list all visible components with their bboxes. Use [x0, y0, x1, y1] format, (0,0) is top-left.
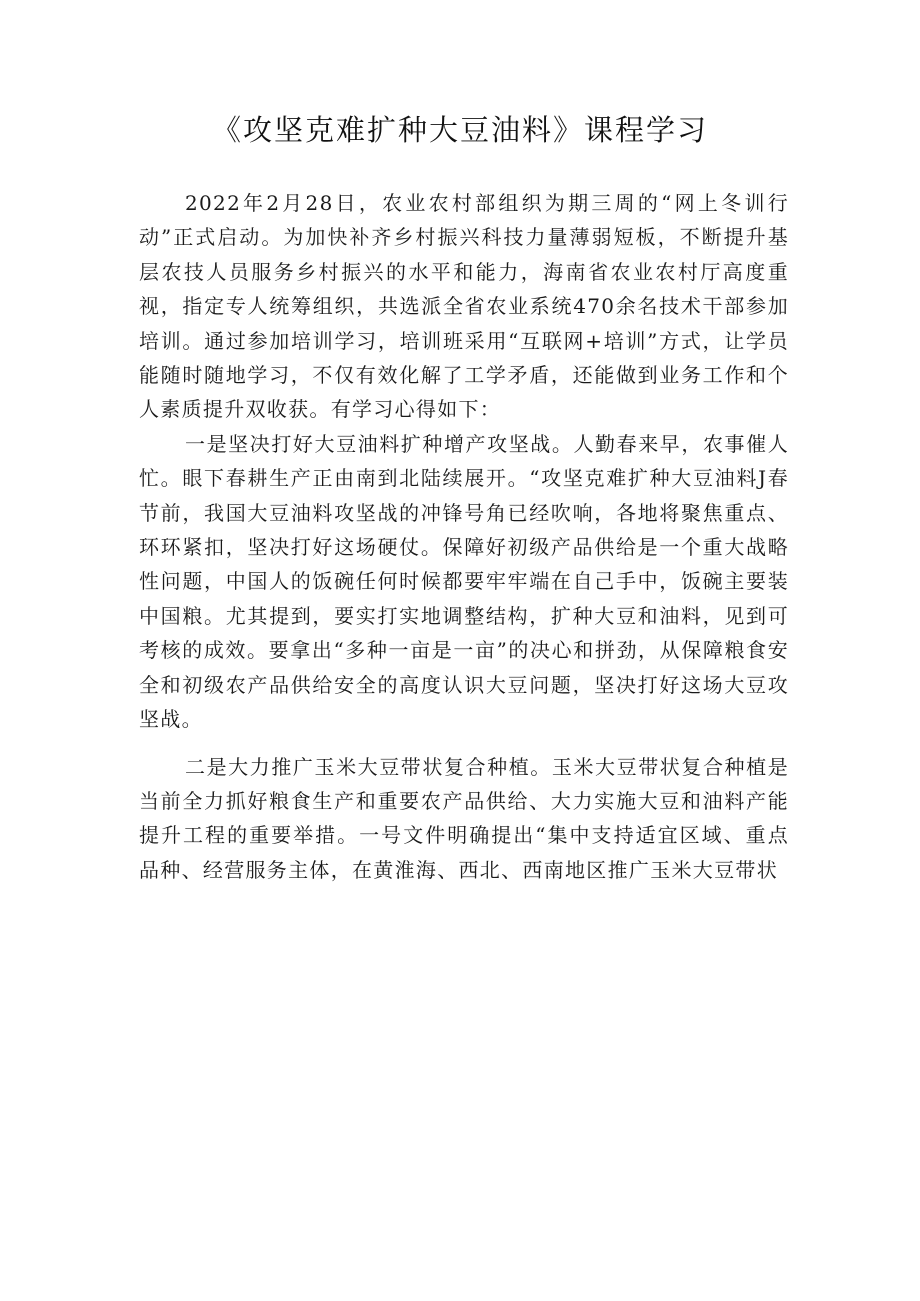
document-body [139, 186, 789, 887]
document-title: 《攻坚克难扩种大豆油料》课程学习 [211, 113, 708, 147]
paragraph-intro: 2022年2月28日，农业农村部组织为期三周的“网上冬训行动”正式启动。为加快补齐乡村振兴科技力量薄弱短板，不断提升基层农技人员服务乡村振兴的水平和能力，海南省农业农村厅高度重视，指定专人统筹组织，共选派全省农业系统470余名技术干部参加培训。通过参加培训学习，培训班采用“互联网+培训”方式，让学员能随时随地学习，不仅有效化解了工学矛盾，还能做到业务工作和个人素质提升双收获。有学习心得如下： [139, 191, 789, 422]
paragraph-point-one: 一是坚决打好大豆油料扩种增产攻坚战。人勤春来早，农事催人忙。眼下春耕生产正由南到北陆续展开。“攻坚克难扩种大豆油料J春节前，我国大豆油料攻坚战的冲锋号角已经吹响，各地将聚焦重点、环环紧扣，坚决打好这场硬仗。保障好初级产品供给是一个重大战略性问题，中国人的饭碗任何时候都要牢牢端在自己手中，饭碗主要装中国粮。尤其提到，要实打实地调整结构，扩种大豆和油料，见到可考核的成效。要拿出“多种一亩是一亩”的决心和拼劲，从保障粮食安全和初级农产品供给安全的高度认识大豆问题，坚决打好这场大豆攻坚战。 [139, 431, 789, 732]
paragraph-point-two: 二是大力推广玉米大豆带状复合种植。玉米大豆带状复合种植是当前全力抓好粮食生产和重要农产品供给、大力实施大豆和油料产能提升工程的重要举措。一号文件明确提出“集中支持适宜区域、重点品种、经营服务主体，在黄淮海、西北、西南地区推广玉米大豆带状 [139, 754, 789, 882]
